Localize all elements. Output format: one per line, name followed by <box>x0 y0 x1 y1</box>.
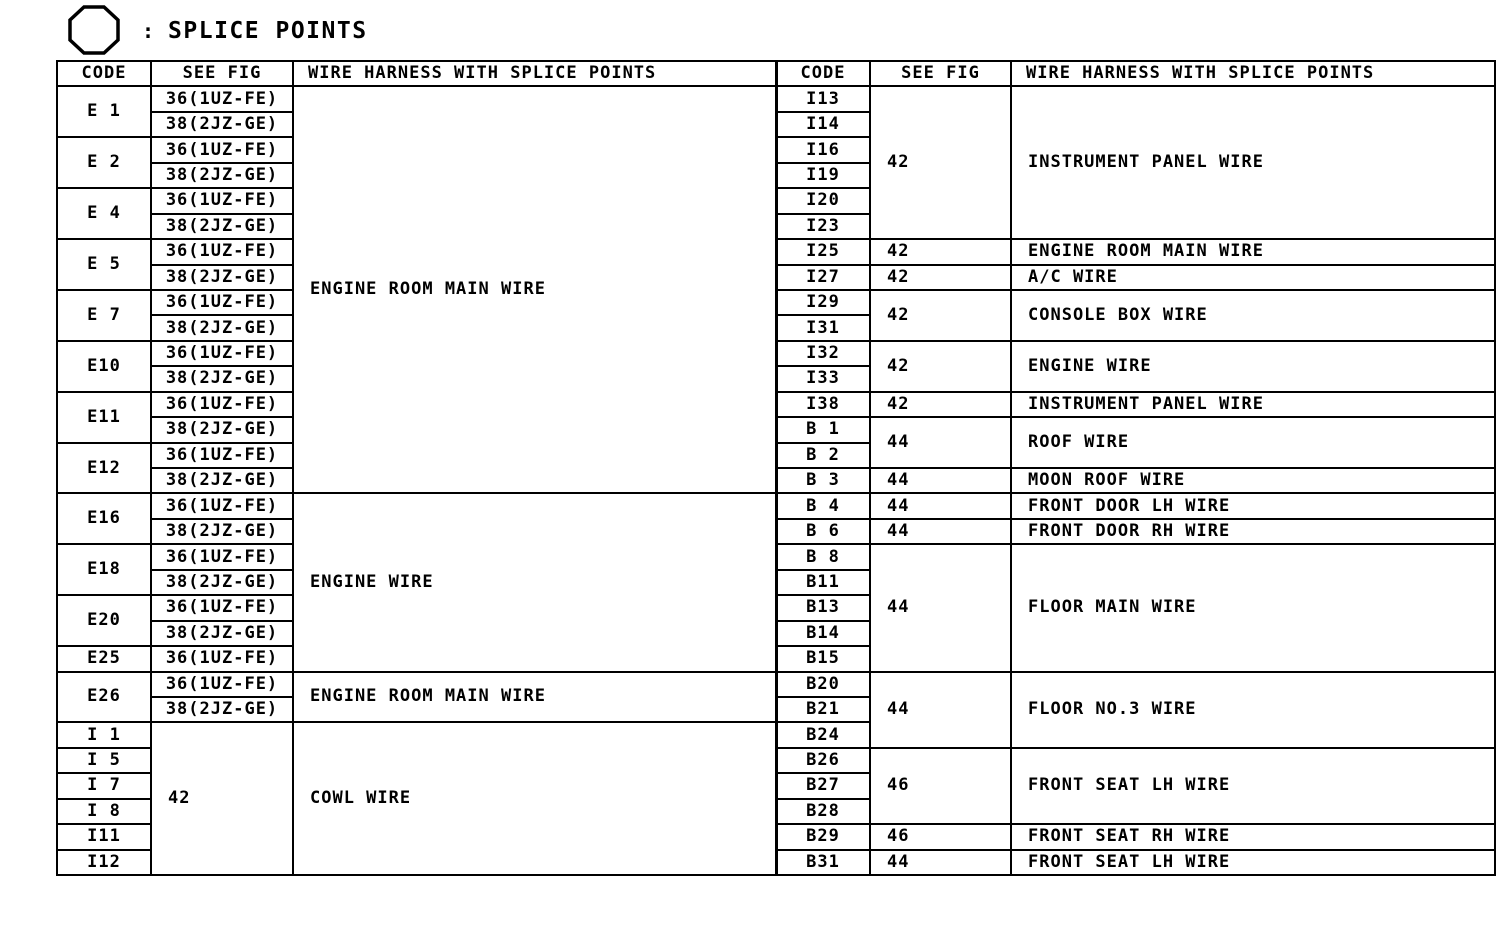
fig-cell: 44 <box>870 672 1011 748</box>
code-cell: I19 <box>776 163 870 188</box>
code-cell: I16 <box>776 137 870 162</box>
code-cell: B28 <box>776 799 870 824</box>
harness-cell: ENGINE ROOM MAIN WIRE <box>293 672 777 723</box>
fig-cell: 36(1UZ-FE) <box>151 86 293 111</box>
code-cell: I27 <box>776 265 870 290</box>
harness-cell: FRONT DOOR RH WIRE <box>1011 519 1495 544</box>
fig-cell: 36(1UZ-FE) <box>151 290 293 315</box>
fig-cell: 42 <box>870 265 1011 290</box>
title-separator: : <box>142 19 155 43</box>
table-row <box>776 824 1495 849</box>
fig-cell: 42 <box>870 239 1011 264</box>
table-row <box>57 493 777 518</box>
fig-cell: 38(2JZ-GE) <box>151 621 293 646</box>
code-cell: E12 <box>57 443 151 494</box>
fig-cell: 38(2JZ-GE) <box>151 214 293 239</box>
code-cell: B 6 <box>776 519 870 544</box>
table-row <box>776 672 1495 697</box>
code-cell: E 2 <box>57 137 151 188</box>
code-cell: B29 <box>776 824 870 849</box>
fig-cell: 36(1UZ-FE) <box>151 137 293 162</box>
code-cell: I12 <box>57 850 151 875</box>
harness-cell: FRONT DOOR LH WIRE <box>1011 493 1495 518</box>
code-cell: I29 <box>776 290 870 315</box>
table-row <box>776 265 1495 290</box>
code-cell: E 4 <box>57 188 151 239</box>
fig-cell: 38(2JZ-GE) <box>151 468 293 493</box>
table-row <box>776 239 1495 264</box>
code-cell: B 2 <box>776 443 870 468</box>
harness-cell: MOON ROOF WIRE <box>1011 468 1495 493</box>
code-cell: I38 <box>776 392 870 417</box>
table-row <box>776 290 1495 315</box>
table-header-row <box>57 61 777 86</box>
col-header-code: CODE <box>776 61 870 86</box>
fig-cell: 38(2JZ-GE) <box>151 366 293 391</box>
code-cell: B13 <box>776 595 870 620</box>
harness-cell: FLOOR NO.3 WIRE <box>1011 672 1495 748</box>
code-cell: E20 <box>57 595 151 646</box>
harness-cell: ROOF WIRE <box>1011 417 1495 468</box>
code-cell: B20 <box>776 672 870 697</box>
fig-cell: 42 <box>870 290 1011 341</box>
code-cell: I 8 <box>57 799 151 824</box>
harness-cell: ENGINE WIRE <box>293 493 777 671</box>
fig-cell: 36(1UZ-FE) <box>151 188 293 213</box>
fig-cell: 38(2JZ-GE) <box>151 519 293 544</box>
code-cell: B11 <box>776 570 870 595</box>
harness-cell: INSTRUMENT PANEL WIRE <box>1011 392 1495 417</box>
fig-cell: 46 <box>870 748 1011 824</box>
code-cell: E25 <box>57 646 151 671</box>
harness-cell: A/C WIRE <box>1011 265 1495 290</box>
code-cell: B27 <box>776 773 870 798</box>
splice-table-right <box>775 60 1496 876</box>
fig-cell: 44 <box>870 519 1011 544</box>
code-cell: B 1 <box>776 417 870 442</box>
code-cell: E 7 <box>57 290 151 341</box>
harness-cell: INSTRUMENT PANEL WIRE <box>1011 86 1495 239</box>
table-row <box>776 417 1495 442</box>
code-cell: E 5 <box>57 239 151 290</box>
fig-cell: 42 <box>870 392 1011 417</box>
code-cell: E10 <box>57 341 151 392</box>
harness-cell: ENGINE WIRE <box>1011 341 1495 392</box>
col-header-harness: WIRE HARNESS WITH SPLICE POINTS <box>1011 61 1495 86</box>
table-header-row <box>776 61 1495 86</box>
harness-cell: ENGINE ROOM MAIN WIRE <box>1011 239 1495 264</box>
fig-cell: 38(2JZ-GE) <box>151 570 293 595</box>
table-row <box>57 672 777 697</box>
fig-cell: 42 <box>151 722 293 875</box>
fig-cell: 36(1UZ-FE) <box>151 239 293 264</box>
fig-cell: 38(2JZ-GE) <box>151 697 293 722</box>
harness-cell: CONSOLE BOX WIRE <box>1011 290 1495 341</box>
code-cell: I25 <box>776 239 870 264</box>
fig-cell: 36(1UZ-FE) <box>151 341 293 366</box>
octagon-icon <box>68 5 120 55</box>
code-cell: I32 <box>776 341 870 366</box>
page-title: SPLICE POINTS <box>168 18 368 44</box>
fig-cell: 36(1UZ-FE) <box>151 595 293 620</box>
code-cell: B15 <box>776 646 870 671</box>
code-cell: I 7 <box>57 773 151 798</box>
fig-cell: 36(1UZ-FE) <box>151 443 293 468</box>
table-row <box>776 519 1495 544</box>
code-cell: I20 <box>776 188 870 213</box>
fig-cell: 38(2JZ-GE) <box>151 417 293 442</box>
code-cell: I13 <box>776 86 870 111</box>
code-cell: B 3 <box>776 468 870 493</box>
code-cell: E26 <box>57 672 151 723</box>
fig-cell: 36(1UZ-FE) <box>151 646 293 671</box>
code-cell: B 4 <box>776 493 870 518</box>
table-row <box>776 341 1495 366</box>
harness-cell: FLOOR MAIN WIRE <box>1011 544 1495 671</box>
table-row <box>776 468 1495 493</box>
table-row <box>776 493 1495 518</box>
fig-cell: 38(2JZ-GE) <box>151 112 293 137</box>
code-cell: I 5 <box>57 748 151 773</box>
code-cell: I23 <box>776 214 870 239</box>
fig-cell: 44 <box>870 468 1011 493</box>
harness-cell: FRONT SEAT LH WIRE <box>1011 850 1495 875</box>
fig-cell: 38(2JZ-GE) <box>151 163 293 188</box>
harness-cell: FRONT SEAT LH WIRE <box>1011 748 1495 824</box>
fig-cell: 42 <box>870 341 1011 392</box>
code-cell: E18 <box>57 544 151 595</box>
col-header-harness: WIRE HARNESS WITH SPLICE POINTS <box>293 61 777 86</box>
code-cell: I33 <box>776 366 870 391</box>
fig-cell: 38(2JZ-GE) <box>151 265 293 290</box>
table-row <box>776 86 1495 111</box>
col-header-see-fig: SEE FIG <box>151 61 293 86</box>
code-cell: B14 <box>776 621 870 646</box>
code-cell: I11 <box>57 824 151 849</box>
code-cell: B21 <box>776 697 870 722</box>
table-row <box>776 544 1495 569</box>
table-row <box>776 748 1495 773</box>
fig-cell: 44 <box>870 544 1011 671</box>
fig-cell: 44 <box>870 417 1011 468</box>
code-cell: E11 <box>57 392 151 443</box>
col-header-code: CODE <box>57 61 151 86</box>
page-header <box>68 6 368 54</box>
code-cell: E16 <box>57 493 151 544</box>
fig-cell: 44 <box>870 493 1011 518</box>
table-row <box>776 392 1495 417</box>
fig-cell: 46 <box>870 824 1011 849</box>
splice-table-left <box>56 60 778 876</box>
fig-cell: 38(2JZ-GE) <box>151 315 293 340</box>
code-cell: I31 <box>776 315 870 340</box>
code-cell: E 1 <box>57 86 151 137</box>
code-cell: B24 <box>776 722 870 747</box>
harness-cell: FRONT SEAT RH WIRE <box>1011 824 1495 849</box>
table-row <box>57 722 777 747</box>
fig-cell: 36(1UZ-FE) <box>151 392 293 417</box>
code-cell: B 8 <box>776 544 870 569</box>
code-cell: I 1 <box>57 722 151 747</box>
table-row <box>57 86 777 111</box>
code-cell: B31 <box>776 850 870 875</box>
harness-cell: COWL WIRE <box>293 722 777 875</box>
code-cell: I14 <box>776 112 870 137</box>
table-row <box>776 850 1495 875</box>
fig-cell: 36(1UZ-FE) <box>151 672 293 697</box>
fig-cell: 36(1UZ-FE) <box>151 544 293 569</box>
code-cell: B26 <box>776 748 870 773</box>
fig-cell: 44 <box>870 850 1011 875</box>
harness-cell: ENGINE ROOM MAIN WIRE <box>293 86 777 493</box>
fig-cell: 42 <box>870 86 1011 239</box>
fig-cell: 36(1UZ-FE) <box>151 493 293 518</box>
col-header-see-fig: SEE FIG <box>870 61 1011 86</box>
